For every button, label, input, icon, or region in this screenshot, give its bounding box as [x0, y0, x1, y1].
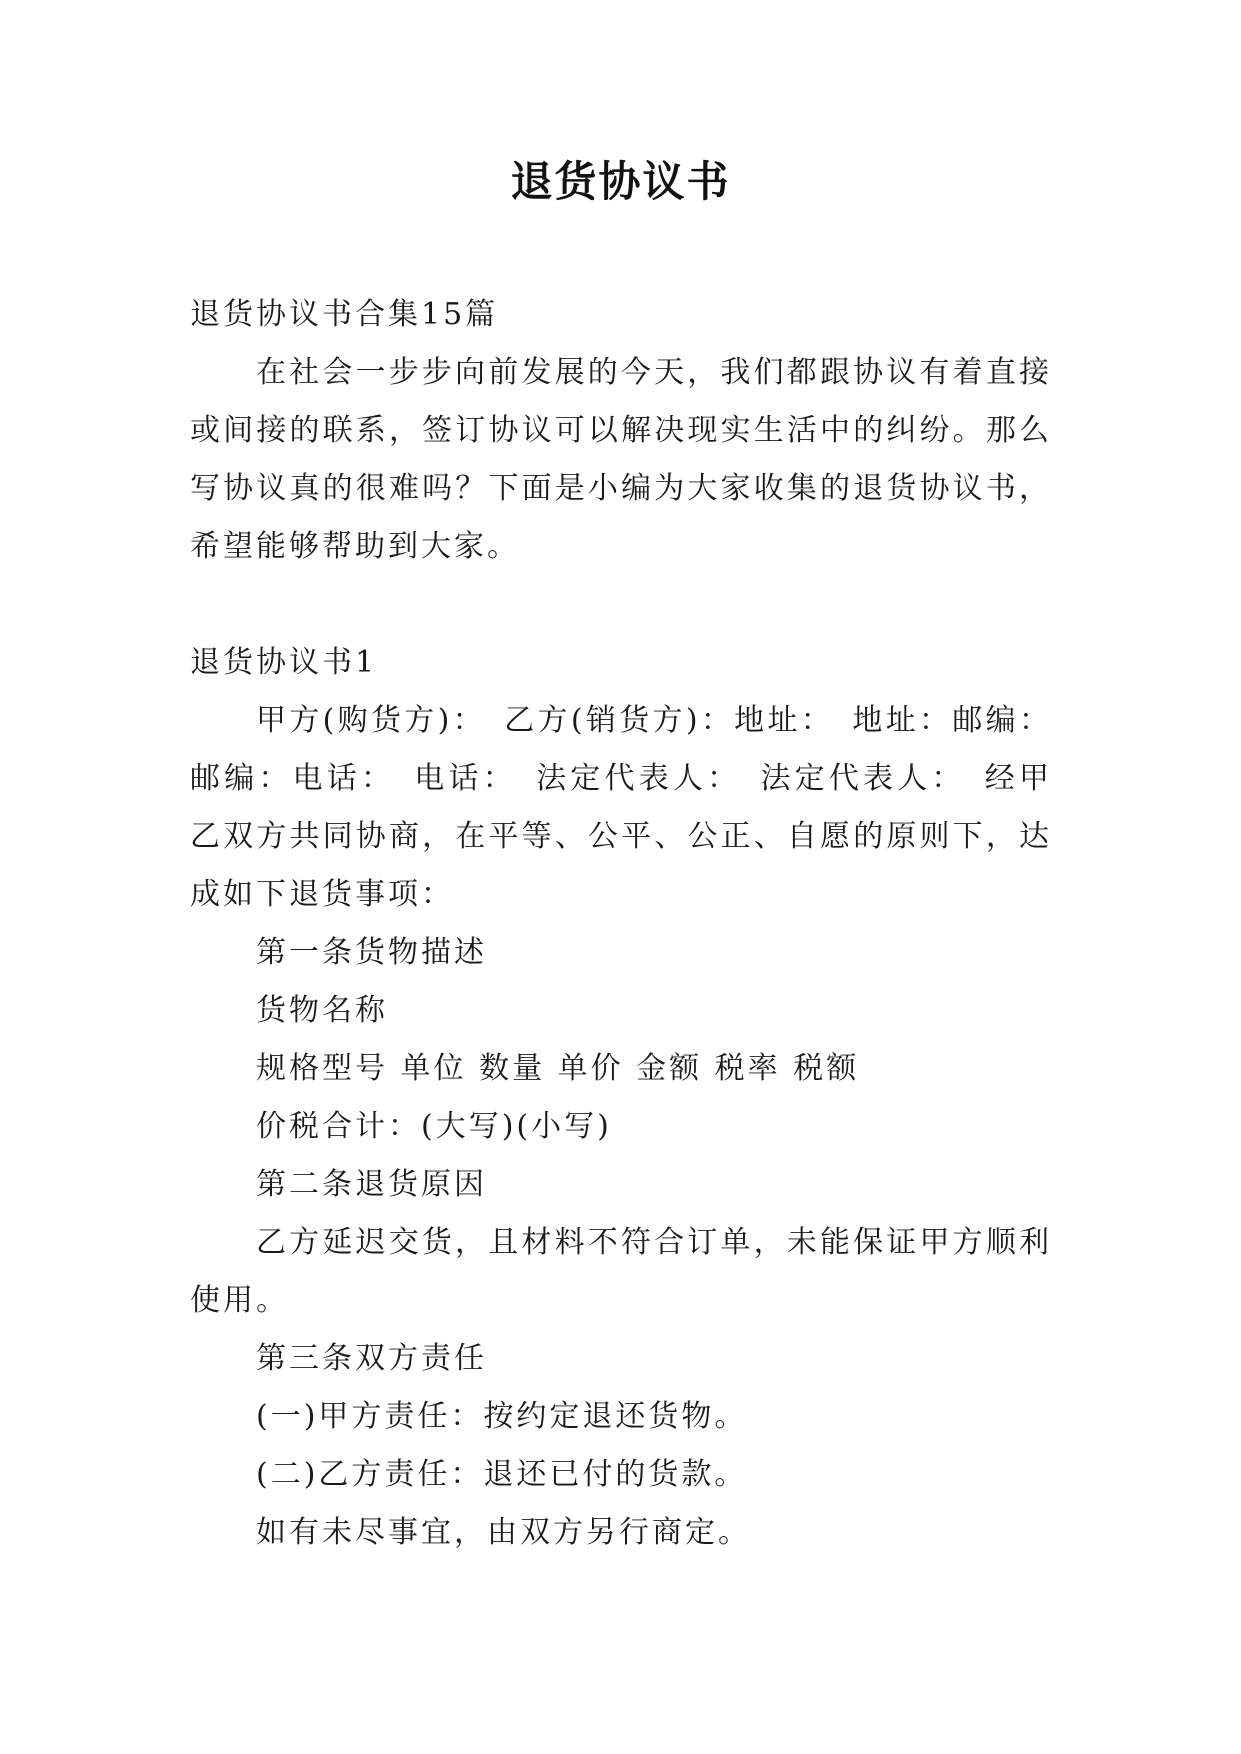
article-1-title: 第一条货物描述: [256, 935, 487, 970]
document-body: [190, 286, 1052, 1562]
goods-columns-line: 规格型号 单位 数量 单价 金额 税率 税额: [256, 1051, 860, 1086]
section-spacer: [190, 576, 1052, 634]
party-b-duty: (二)乙方责任：退还已付的货款。: [256, 1457, 748, 1492]
party-a-duty: (一)甲方责任：按约定退还货物。: [256, 1399, 748, 1434]
article-2-title: 第二条退货原因: [256, 1167, 487, 1202]
intro-paragraph: 在社会一步步向前发展的今天，我们都跟协议有着直接或间接的联系，签订协议可以解决现实生活中的纠纷。那么写协议真的很难吗？下面是小编为大家收集的退货协议书，希望能够帮助到大家。: [190, 355, 1052, 564]
section-heading: 退货协议书1: [190, 645, 378, 680]
article-3-title: 第三条双方责任: [256, 1341, 487, 1376]
closing-line: 如有未尽事宜，由双方另行商定。: [256, 1515, 751, 1550]
goods-name-label: 货物名称: [256, 993, 388, 1028]
collection-heading: 退货协议书合集15篇: [190, 297, 499, 332]
document-title: 退货协议书: [510, 157, 731, 206]
return-reason-paragraph: 乙方延迟交货，且材料不符合订单，未能保证甲方顺利使用。: [190, 1225, 1052, 1318]
total-amount-line: 价税合计：(大写)(小写): [256, 1109, 612, 1144]
parties-paragraph: 甲方(购货方)： 乙方(销货方)：地址： 地址：邮编：邮编：电话： 电话： 法定代表人： 法定代表人： 经甲乙双方共同协商，在平等、公平、公正、自愿的原则下，达成如下退货事项：: [190, 703, 1052, 912]
